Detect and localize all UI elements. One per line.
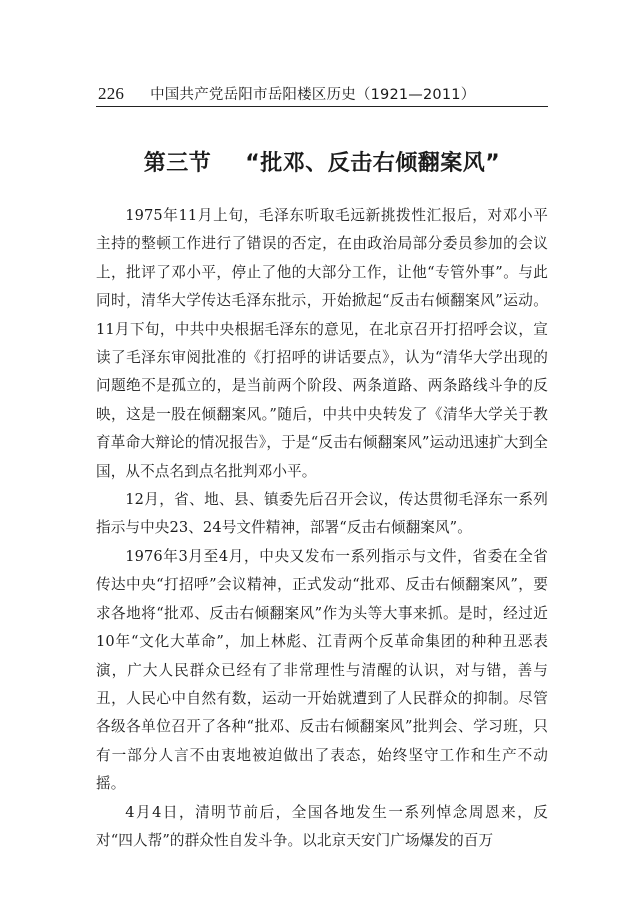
section-title: “批邓、反击右倾翻案风” [245,151,501,176]
running-title: 中国共产党岳阳市岳阳楼区历史（1921—2011） [150,87,476,103]
body-text [96,202,548,855]
page-number: 226 [98,84,125,103]
paragraph: 4月4日，清明节前后，全国各地发生一系列悼念周恩来，反对“四人帮”的群众性自发斗争。以北京天安门广场爆发的百万 [96,803,548,849]
section-heading [96,146,548,177]
section-number: 第三节 [143,151,212,176]
running-header [98,83,548,107]
header-rule [96,106,548,107]
paragraph: 1975年11月上旬，毛泽东听取毛远新挑拨性汇报后，对邓小平主持的整顿工作进行了错误的否定，在由政治局部分委员参加的会议上，批评了邓小平，停止了他的大部分工作，让他“专管外事”。与此同时，清华大学传达毛泽东批示，开始掀起“反击右倾翻案风”运动。11月下旬，中共中央根据毛泽东的意见，在北京召开打招呼会议，宣读了毛泽东审阅批准的《打招呼的讲话要点》，认为“清华大学出现的问题绝不是孤立的，是当前两个阶段、两条道路、两条路线斗争的反映，这是一股在倾翻案风。”随后，中共中央转发了《清华大学关于教育革命大辩论的情况报告》，于是“反击右倾翻案风”运动迅速扩大到全国，从不点名到点名批判邓小平。 [96,207,548,480]
paragraph: 12月，省、地、县、镇委先后召开会议，传达贯彻毛泽东一系列指示与中央23、24号文件精神，部署“反击右倾翻案风”。 [96,491,548,537]
paragraph: 1976年3月至4月，中央又发布一系列指示与文件，省委在全省传达中央“打招呼”会议精神，正式发动“批邓、反击右倾翻案风”，要求各地将“批邓、反击右倾翻案风”作为头等大事来抓。是时，经过近10年“文化大革命”，加上林彪、江青两个反革命集团的种种丑恶表演，广大人民群众已经有了非常理性与清醒的认识，对与错，善与丑，人民心中自然有数，运动一开始就遭到了人民群众的抑制。尽管各级各单位召开了各种“批邓、反击右倾翻案风”批判会、学习班，只有一部分人言不由衷地被迫做出了表态，始终坚守工作和生产不动摇。 [96,547,548,793]
